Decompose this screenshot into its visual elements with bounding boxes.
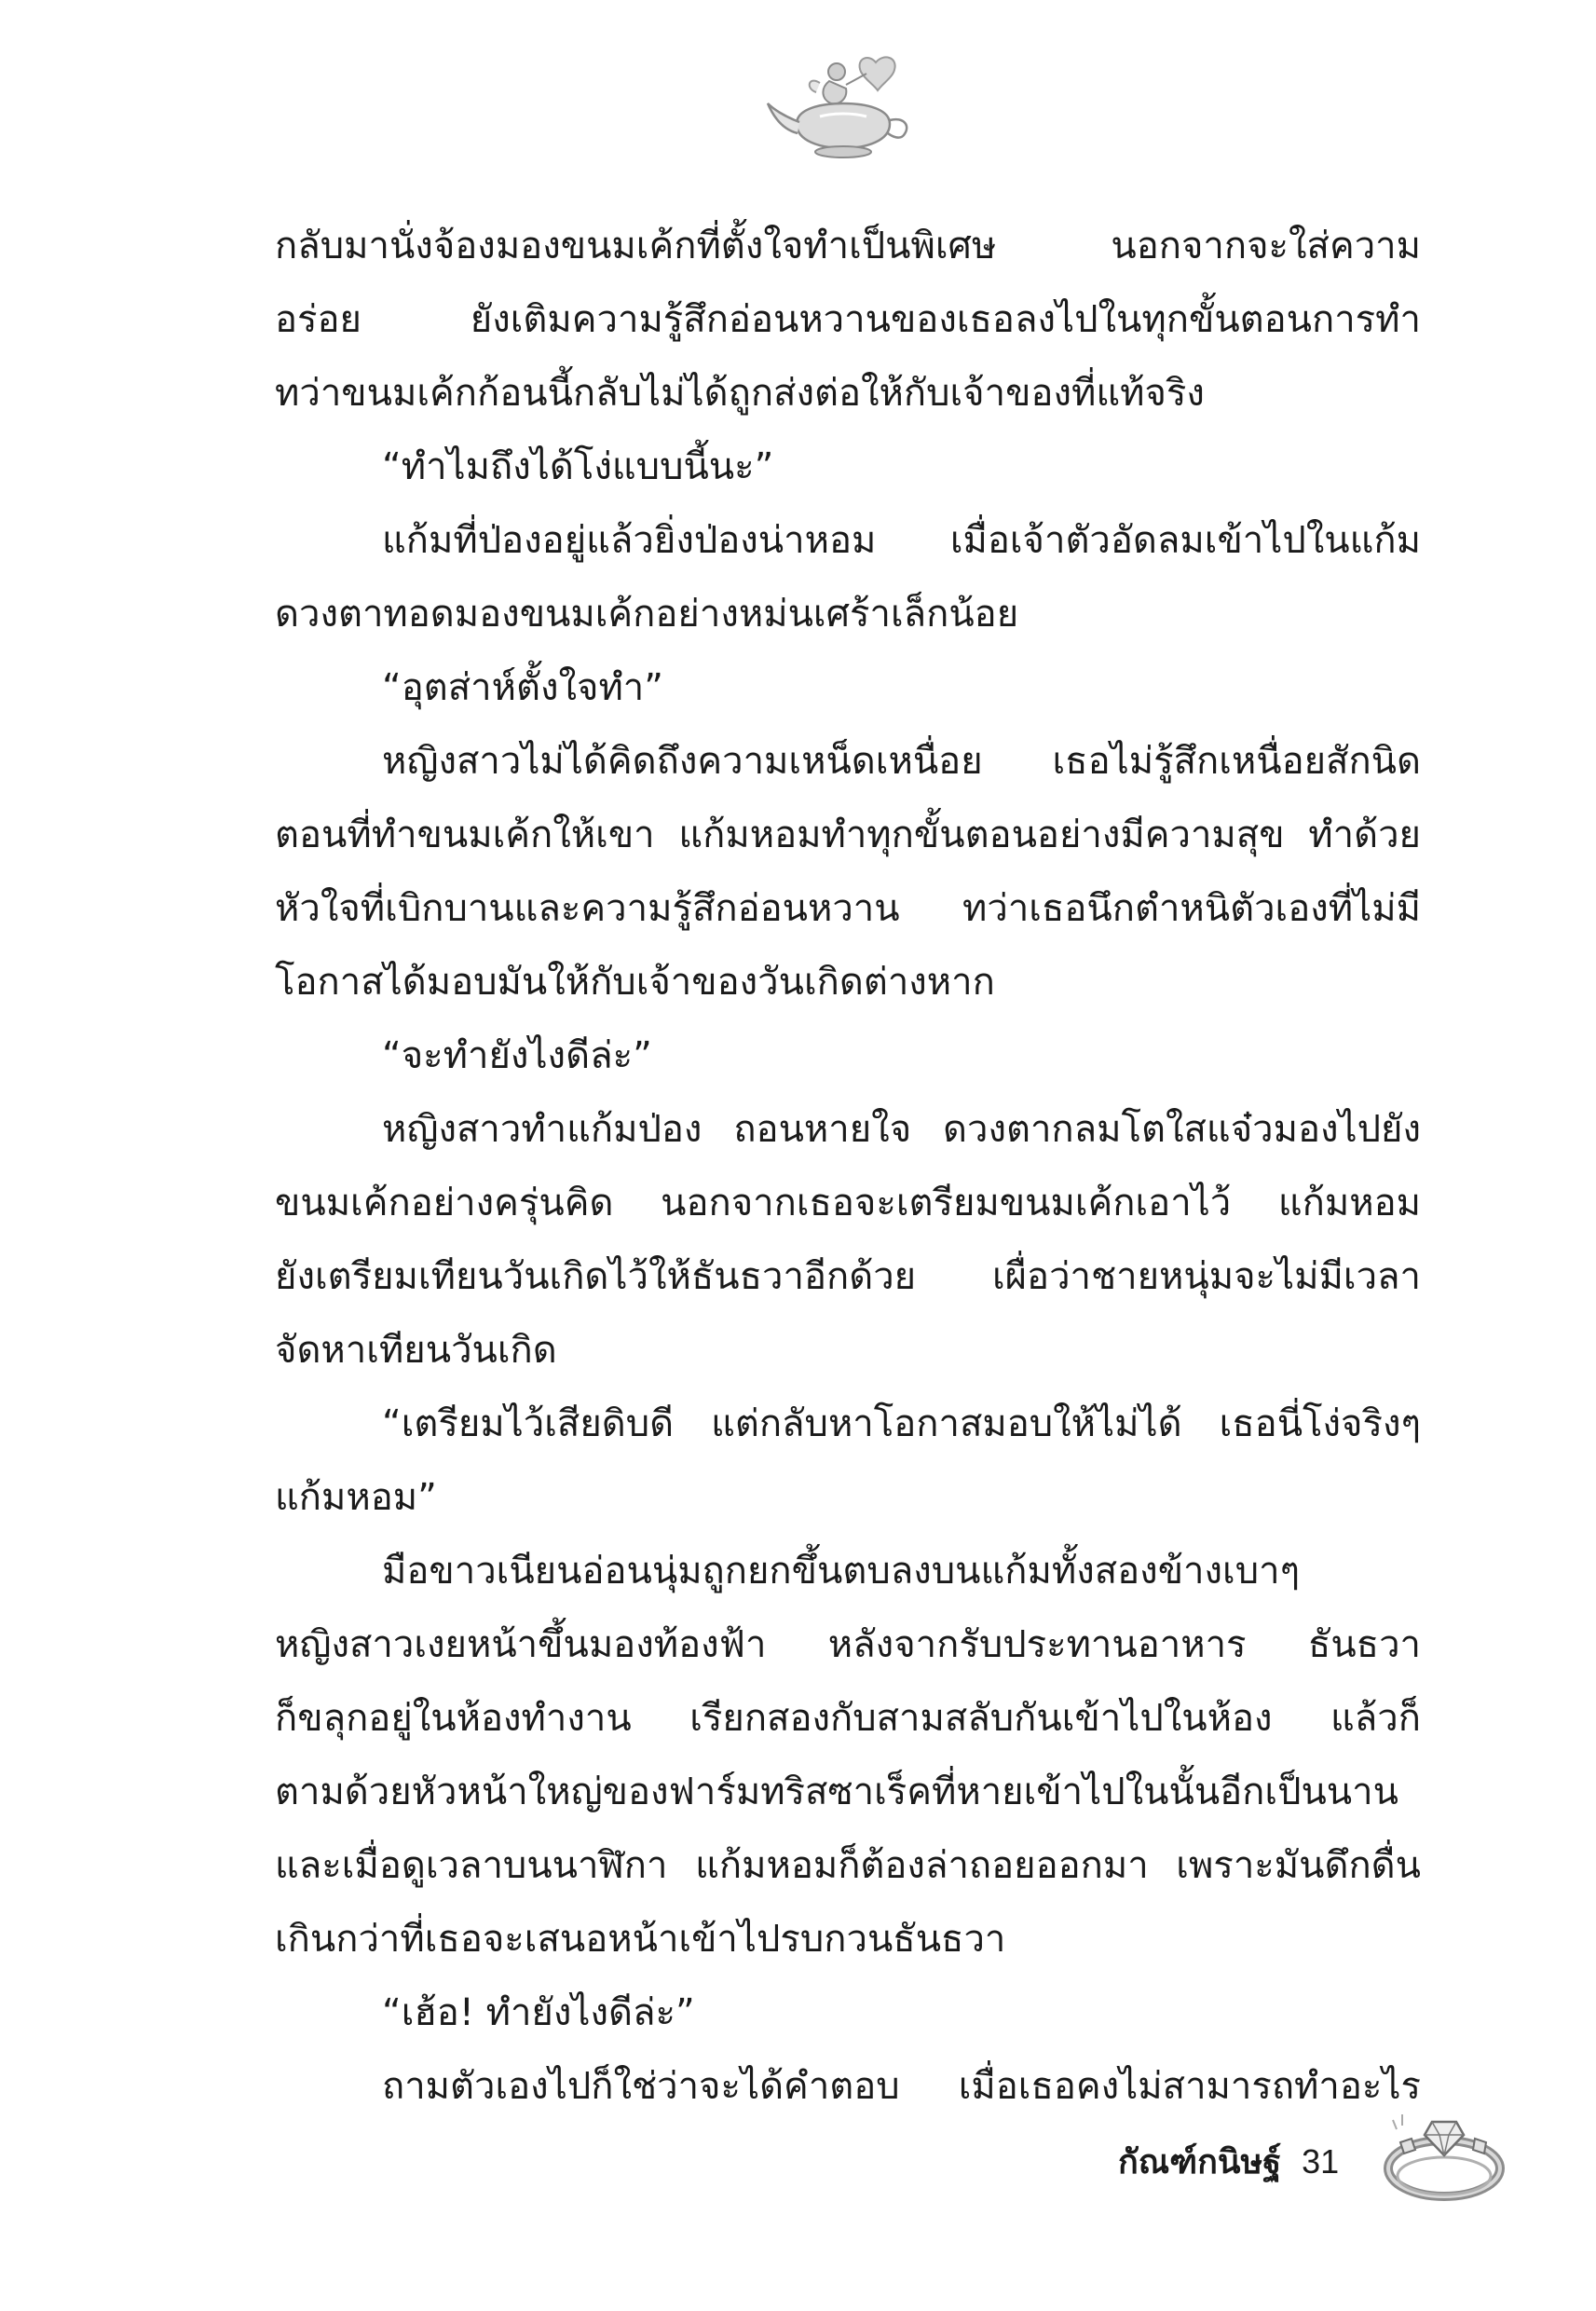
text-line: ทว่าขนมเค้กก้อนนี้กลับไม่ได้ถูกส่งต่อให้กับเจ้าของที่แท้จริง bbox=[275, 372, 1205, 415]
text-line: มือขาวเนียนอ่อนนุ่มถูกยกขึ้นตบลงบนแก้มทั้งสองข้างเบาๆ bbox=[382, 1550, 1301, 1593]
text-line: หัวใจที่เบิกบานและความรู้สึกอ่อนหวาน ทว่าเธอนึกตำหนิตัวเองที่ไม่มี bbox=[275, 887, 1421, 930]
text-line: “อุตส่าห์ตั้งใจทำ” bbox=[382, 666, 663, 709]
text-line: กลับมานั่งจ้องมองขนมเค้กที่ตั้งใจทำเป็นพิเศษ นอกจากจะใส่ความ bbox=[275, 225, 1421, 267]
text-line: “ทำไมถึงได้โง่แบบนี้นะ” bbox=[382, 445, 774, 488]
text-line: หญิงสาวทำแก้มป่อง ถอนหายใจ ดวงตากลมโตใสแจ๋วมองไปยัง bbox=[382, 1108, 1421, 1151]
text-line: จัดหาเทียนวันเกิด bbox=[275, 1329, 557, 1372]
page-footer bbox=[1118, 2134, 1339, 2190]
text-line: แก้มหอม” bbox=[275, 1476, 437, 1519]
text-line: “จะทำยังไงดีล่ะ” bbox=[382, 1034, 652, 1077]
text-line: อร่อย ยังเติมความรู้สึกอ่อนหวานของเธอลงไปในทุกขั้นตอนการทำ bbox=[275, 298, 1421, 341]
text-line: หญิงสาวไม่ได้คิดถึงความเหน็ดเหนื่อย เธอไม่รู้สึกเหนื่อยสักนิด bbox=[382, 740, 1421, 783]
text-line: ยังเตรียมเทียนวันเกิดไว้ให้ธันธวาอีกด้วย เผื่อว่าชายหนุ่มจะไม่มีเวลา bbox=[275, 1255, 1421, 1298]
text-line: ถามตัวเองไปก็ใช่ว่าจะได้คำตอบ เมื่อเธอคงไม่สามารถทำอะไร bbox=[382, 2065, 1421, 2108]
text-line: โอกาสได้มอบมันให้กับเจ้าของวันเกิดต่างหาก bbox=[275, 961, 995, 1004]
text-line: ตอนที่ทำขนมเค้กให้เขา แก้มหอมทำทุกขั้นตอนอย่างมีความสุข ทำด้วย bbox=[275, 814, 1421, 856]
text-line: ตามด้วยหัวหน้าใหญ่ของฟาร์มทริสซาเร็คที่หายเข้าไปในนั้นอีกเป็นนาน bbox=[275, 1771, 1398, 1813]
text-line: ดวงตาทอดมองขนมเค้กอย่างหม่นเศร้าเล็กน้อย bbox=[275, 593, 1019, 636]
text-line: หญิงสาวเงยหน้าขึ้นมองท้องฟ้า หลังจากรับประทานอาหาร ธันธวา bbox=[275, 1623, 1421, 1666]
text-line: ขนมเค้กอย่างครุ่นคิด นอกจากเธอจะเตรียมขนมเค้กเอาไว้ แก้มหอม bbox=[275, 1182, 1421, 1224]
page-number: 31 bbox=[1302, 2142, 1340, 2181]
text-line: เกินกว่าที่เธอจะเสนอหน้าเข้าไปรบกวนธันธวา bbox=[275, 1918, 1006, 1961]
story-text bbox=[275, 210, 1421, 2124]
text-line: และเมื่อดูเวลาบนนาฬิกา แก้มหอมก็ต้องล่าถอยออกมา เพราะมันดึกดื่น bbox=[275, 1844, 1421, 1887]
text-line: “เตรียมไว้เสียดิบดี แต่กลับหาโอกาสมอบให้ไม่ได้ เธอนี่โง่จริงๆ bbox=[382, 1402, 1421, 1445]
book-title: กัณฑ์กนิษฐ์ bbox=[1118, 2143, 1282, 2181]
diamond-ring-ornament-icon bbox=[1374, 2101, 1514, 2213]
text-line: แก้มที่ป่องอยู่แล้วยิ่งป่องน่าหอม เมื่อเจ้าตัวอัดลมเข้าไปในแก้ม bbox=[382, 519, 1421, 562]
text-line: ก็ขลุกอยู่ในห้องทำงาน เรียกสองกับสามสลับกันเข้าไปในห้อง แล้วก็ bbox=[275, 1697, 1421, 1740]
cupid-teapot-ornament-icon bbox=[764, 51, 922, 163]
text-line: “เฮ้อ! ทำยังไงดีล่ะ” bbox=[382, 1991, 695, 2034]
